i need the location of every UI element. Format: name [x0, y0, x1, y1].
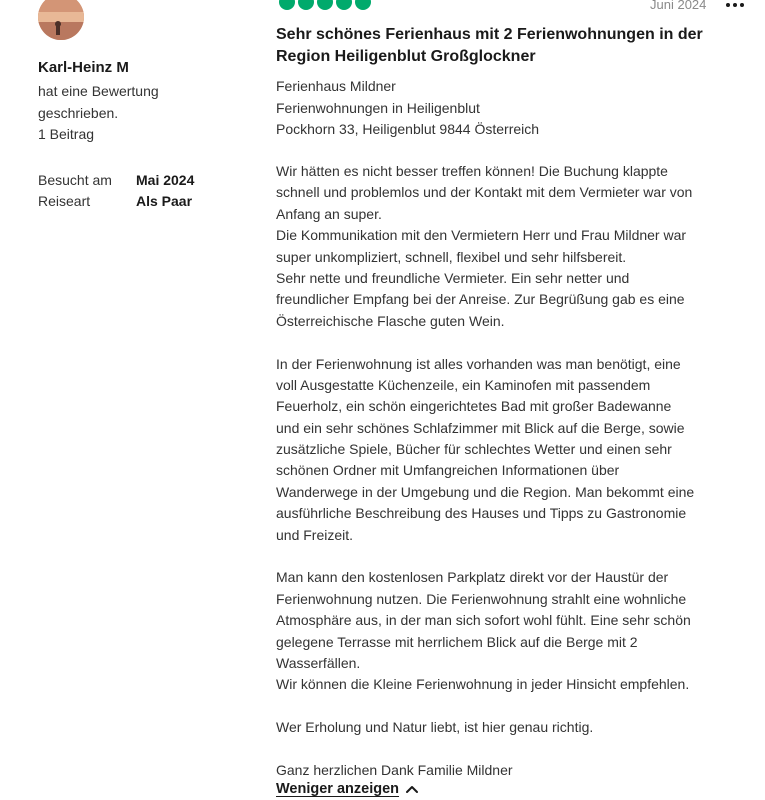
review-text	[276, 161, 746, 781]
trip-type-label: Reiseart	[38, 193, 91, 209]
review-text-line: Die Kommunikation mit den Vermietern Herr und Frau Mildner war	[276, 227, 687, 244]
visited-value: Mai 2024	[136, 172, 195, 188]
review-text-line: Österreichische Flasche guten Wein.	[276, 312, 505, 329]
review-text-line: Wanderwege in der Umgebung und die Region. Man bekommt eine	[276, 483, 695, 500]
review-text-line: In der Ferienwohnung ist alles vorhanden was man benötigt, eine	[276, 355, 681, 372]
review-text-line: Ferienwohnung nutzen. Die Ferienwohnung strahlt eine wohnliche	[276, 590, 687, 607]
more-horizontal-icon	[726, 3, 730, 7]
paragraph-gap	[276, 546, 746, 567]
review-text-line: schnell und problemlos und der Kontakt mit dem Vermieter war von	[276, 184, 693, 201]
avatar-photo-icon	[38, 0, 84, 40]
review-text-line: schönen Ordner mit Umfangreichen Informationen über	[276, 462, 620, 479]
chevron-up-icon	[405, 784, 419, 794]
rating-bubble-icon	[355, 0, 371, 10]
contribution-text: hat eine Bewertung geschrieben.	[38, 83, 159, 121]
paragraph-gap	[276, 696, 746, 717]
review-text-line: Man kann den kostenlosen Parkplatz direkt vor der Haustür der	[276, 569, 669, 586]
review-text-line: und Freizeit.	[276, 526, 354, 543]
rating-bubble-icon	[279, 0, 295, 10]
property-name[interactable]: Ferienhaus Mildner	[276, 78, 396, 94]
review-text-line: Atmosphäre aus, in der man sich sofort wohl fühlt. Eine sehr schön	[276, 612, 691, 629]
property-address: Pockhorn 33, Heiligenblut 9844 Österreich	[276, 121, 540, 137]
paragraph-gap	[276, 332, 746, 353]
show-less-button[interactable]	[276, 781, 419, 797]
review-text-line: Ganz herzlichen Dank Familie Mildner	[276, 761, 513, 778]
review-text-line: Feuerholz, ein schön eingerichtetes Bad mit großer Badewanne	[276, 398, 672, 415]
more-options-button[interactable]	[724, 0, 746, 12]
review-text-line: und ein sehr schönes Schlafzimmer mit Blick auf die Berge, sowie	[276, 419, 685, 436]
more-horizontal-icon	[733, 3, 737, 7]
more-horizontal-icon	[740, 3, 744, 7]
review-text-line: zusätzliche Spiele, Bücher für schlechtes Wetter und einen sehr	[276, 441, 672, 458]
contribution-count: 1 Beitrag	[38, 126, 95, 142]
review-text-line: Wer Erholung und Natur liebt, ist hier genau richtig.	[276, 719, 594, 736]
visited-label: Besucht am	[38, 172, 112, 188]
show-less-label: Weniger anzeigen	[276, 781, 400, 797]
review-text-line: Sehr nette und freundliche Vermieter. Ein sehr netter und	[276, 269, 630, 286]
rating-bubble-icon	[317, 0, 333, 10]
review-text-line: ausführliche Beschreibung des Hauses und Tipps zu Gastronomie	[276, 505, 687, 522]
rating-bubbles	[279, 0, 371, 10]
review-text-line: freundlicher Empfang bei der Anreise. Zur Begrüßung gab es eine	[276, 291, 685, 308]
review-text-line: Wasserfällen.	[276, 654, 361, 671]
review-text-line: Anfang an super.	[276, 205, 382, 222]
review-text-line: Wir können die Kleine Ferienwohnung in jeder Hinsicht empfehlen.	[276, 676, 690, 693]
review-title[interactable]: Sehr schönes Ferienhaus mit 2 Ferienwohnungen in der Region Heiligenblut Großglockner	[276, 26, 703, 65]
review-text-line: voll Ausgestatte Küchenzeile, ein Kaminofen mit passendem	[276, 376, 651, 393]
rating-bubble-icon	[298, 0, 314, 10]
review-date: Juni 2024	[650, 0, 707, 12]
trip-type-value: Als Paar	[136, 193, 193, 209]
property-type: Ferienwohnungen in Heiligenblut	[276, 99, 480, 116]
reviewer-name[interactable]: Karl-Heinz M	[38, 59, 129, 76]
review-text-line: Wir hätten es nicht besser treffen können! Die Buchung klappte	[276, 163, 668, 179]
review-text-line: super unkompliziert, schnell, flexibel und sehr hilfsbereit.	[276, 248, 627, 265]
paragraph-gap	[276, 739, 746, 760]
avatar[interactable]	[38, 0, 84, 40]
rating-bubble-icon	[336, 0, 352, 10]
review-text-line: gelegene Terrasse mit herrlichem Blick auf die Berge mit 2	[276, 633, 638, 650]
property-info	[276, 76, 746, 141]
